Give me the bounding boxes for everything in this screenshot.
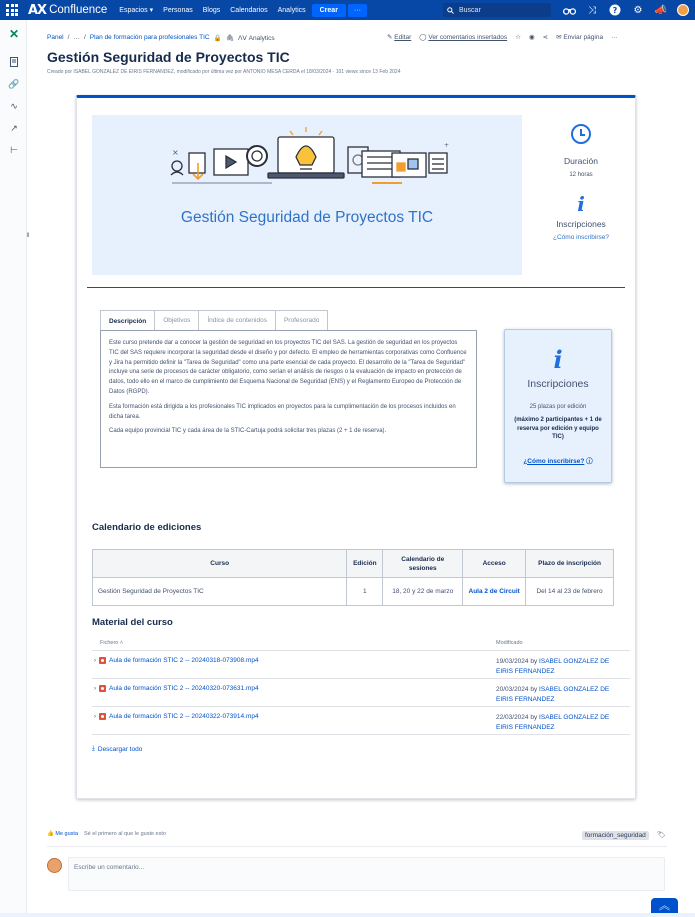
list-item[interactable] [92, 651, 630, 679]
editions-title: Calendario de ediciones [92, 522, 202, 533]
section-divider [87, 287, 625, 288]
table-cell: Gestión Seguridad de Proyectos TIC [93, 578, 347, 606]
file-name: Aula de formación STIC 2 -- 20240320-073631.mp4 [109, 685, 259, 692]
duration-label: Duración [563, 156, 599, 166]
lock-icon[interactable]: 🔒 [213, 35, 222, 42]
bottom-strip [0, 913, 695, 917]
app-switcher-icon[interactable] [6, 3, 20, 17]
tab-indice[interactable]: Índice de contenidos [198, 310, 276, 330]
watch-icon[interactable]: ◉ [528, 34, 535, 41]
download-all-link[interactable] [92, 745, 142, 753]
registration-link[interactable] [505, 456, 611, 465]
registration-link-label: ¿Cómo inscribirse? [523, 457, 585, 465]
help-icon[interactable] [608, 3, 622, 17]
file-name: Aula de formación STIC 2 -- 20240318-073908.mp4 [109, 657, 259, 664]
download-icon: ⤓ [92, 745, 95, 752]
file-modified [496, 713, 626, 733]
more-create-button[interactable]: ··· [348, 4, 367, 17]
video-file-icon [99, 657, 106, 664]
description-paragraph: Este curso pretende dar a conocer la gestión de seguridad en los proyectos TIC del SAS. La gestión de seguridad en los proyectos TIC del SAS requiere incorporar la seguridad desde el diseño y por defecto. El empleo de herramientas corporativas como Confluence y Jira ha permitido definir la "Tarea de Seguridad" como una parte esencial de cada proyecto. El desarrollo de la "Tarea de Seguridad" incluye una serie de procesos de carácter obligatorio, como serían el análisis de riesgos o la evaluación de impacto en protección de datos, todo ello en el marco de cumplimiento del Esquema Nacional de Seguridad (ENS) y el Reglamento Europeo de Protección de Datos (RGPD). [109, 340, 467, 395]
file-column-header[interactable] [100, 640, 123, 646]
thumbs-up-icon: 👍 [47, 831, 54, 837]
chevron-right-icon[interactable]: › [94, 685, 96, 692]
description-paragraph: Esta formación está dirigida a los profesionales TIC implicados en proyectos para la cumplimentación de los procesos incluidos en dicha tarea. [109, 403, 456, 420]
course-illustration [92, 123, 522, 203]
like-hint: Sé el primero al que le guste esto [84, 831, 166, 837]
table-row [93, 578, 614, 606]
binoculars-icon[interactable] [562, 3, 576, 17]
main-nav [119, 6, 305, 14]
share-icon[interactable]: ⋖ [542, 34, 549, 41]
pencil-icon: ✎ [387, 34, 393, 41]
registrations-label: Inscripciones [556, 219, 606, 229]
column-header: Edición [347, 550, 383, 578]
like-button[interactable] [47, 831, 78, 837]
page-actions [387, 33, 618, 41]
column-header: Calendario de sesiones [383, 550, 463, 578]
analytics-label: Analytics [248, 35, 275, 42]
tab-profesorado[interactable]: Profesorado [275, 310, 328, 330]
file-name: Aula de formación STIC 2 -- 20240322-073914.mp4 [109, 713, 259, 720]
gear-icon[interactable]: ⚙ [633, 4, 643, 16]
notifications-icon[interactable]: 📣 [654, 4, 668, 16]
breadcrumb-panel[interactable]: Panel [47, 34, 64, 41]
column-header: Curso [93, 550, 347, 578]
files-table-header [92, 637, 630, 651]
more-actions-icon[interactable]: ··· [611, 33, 618, 41]
info-icon: i [553, 345, 563, 374]
description-paragraph: Cada equipo provincial TIC y cada área de la STIC-Cartuja podrá solicitar tres plazas (2 + 1 de reserva). [109, 428, 387, 435]
external-link-icon[interactable]: ↗ [10, 122, 18, 133]
file-by: by [530, 714, 538, 721]
table-header-row [93, 550, 614, 578]
svg-text:?: ? [612, 6, 618, 15]
chevron-right-icon[interactable]: › [94, 657, 96, 664]
course-side-info [532, 115, 630, 241]
inline-comments-button[interactable] [419, 33, 507, 41]
scroll-to-top-icon[interactable]: ︽ [651, 898, 678, 914]
shuffle-icon[interactable]: ⤨ [588, 4, 596, 16]
logo-mark: AX [28, 2, 47, 18]
column-header: Plazo de inscripción [526, 550, 614, 578]
duration-value: 12 horas [569, 172, 593, 178]
breadcrumb-plan[interactable]: Plan de formación para profesionales TIC [89, 34, 210, 41]
video-file-icon [99, 713, 106, 720]
table-cell: 1 [347, 578, 383, 606]
attachment-icon[interactable]: 🖇 [225, 35, 234, 42]
star-icon[interactable]: ☆ [515, 34, 521, 41]
file-author-link[interactable]: ISABEL GONZALEZ DE EIRIS FERNANDEZ [496, 658, 610, 675]
registration-card-title: Inscripciones [527, 378, 589, 390]
list-item[interactable] [92, 679, 630, 707]
edit-label: Editar [394, 34, 412, 41]
logo-name: Confluence [49, 4, 108, 16]
description-panel [100, 330, 477, 468]
file-author-link[interactable]: ISABEL GONZALEZ DE EIRIS FERNANDEZ [496, 686, 610, 703]
like-section [47, 831, 166, 837]
analytics-link[interactable] [238, 34, 275, 42]
breadcrumb [47, 34, 275, 42]
label-tag[interactable]: formación_seguridad [582, 831, 649, 840]
access-link[interactable]: Aula 2 de Circuit [463, 578, 526, 606]
breadcrumb-separator: / [67, 34, 70, 41]
like-label: Me gusta [55, 831, 79, 837]
nav-calendarios[interactable]: Calendarios [230, 6, 268, 14]
page-title: Gestión Seguridad de Proyectos TIC [47, 49, 290, 65]
analytics-icon: ᐱᐯ [237, 35, 247, 42]
space-sidebar [0, 20, 30, 917]
registration-card [504, 329, 612, 483]
search-placeholder: Buscar [459, 6, 481, 14]
space-logo-icon[interactable]: ✕ [8, 27, 20, 41]
modified-column-header[interactable]: Modificado [496, 640, 523, 646]
file-modified [496, 685, 626, 705]
info-icon: i [577, 192, 585, 216]
top-navigation-bar [0, 0, 695, 20]
page-byline: Creado por ISABEL GONZALEZ DE EIRIS FERNANDEZ, modificado por última vez por ANTONIO MESA CERDA el 18/03/2024 · 101 views since 13 Feb 2024 [47, 69, 401, 75]
materials-title: Material del curso [92, 617, 173, 628]
file-link[interactable] [94, 685, 259, 692]
file-date: 22/03/2024 [496, 714, 529, 721]
breadcrumb-ellipsis[interactable]: … [73, 34, 80, 41]
video-file-icon [99, 685, 106, 692]
clock-icon [571, 124, 591, 144]
user-avatar[interactable] [677, 4, 689, 16]
file-author-link[interactable]: ISABEL GONZALEZ DE EIRIS FERNANDEZ [496, 714, 610, 731]
search-input[interactable] [443, 3, 551, 17]
course-banner [92, 115, 522, 275]
link-icon[interactable]: 🔗 [8, 78, 20, 89]
nav-espacios-label: Espacios [119, 6, 148, 14]
file-modified [496, 657, 626, 677]
download-all-label: Descargar todo [97, 745, 143, 753]
how-to-register-link[interactable]: ¿Cómo inscribirse? [553, 234, 609, 241]
info-circle-icon: ⓘ [586, 457, 593, 465]
comment-input[interactable]: Escribe un comentario... [68, 857, 665, 891]
column-header: Acceso [463, 550, 526, 578]
comment-icon: ◯ [419, 34, 427, 41]
course-card [76, 95, 636, 799]
nav-analytics[interactable]: Analytics [277, 6, 306, 14]
file-date: 20/03/2024 [496, 686, 529, 693]
tab-objetivos[interactable]: Objetivos [154, 310, 199, 330]
confluence-logo[interactable] [28, 3, 107, 18]
registration-places: 25 plazas por edición [529, 404, 587, 410]
tree-icon[interactable]: ⊢ [10, 144, 18, 155]
svg-text:×: × [172, 148, 179, 157]
top-icons [562, 3, 689, 17]
table-cell: 18, 20 y 22 de marzo [383, 578, 463, 606]
file-link[interactable] [94, 713, 259, 720]
activity-icon[interactable]: ∿ [10, 100, 18, 111]
chevron-down-icon: ▾ [149, 7, 154, 14]
avatar [47, 858, 62, 873]
tab-descripcion[interactable]: Descripción [100, 310, 155, 331]
send-page-label: Enviar página [563, 34, 604, 41]
tag-icon[interactable]: 🏷 [657, 832, 666, 839]
nav-personas[interactable]: Personas [163, 6, 193, 14]
mail-icon: ✉ [556, 34, 562, 41]
svg-text:+: + [444, 142, 450, 149]
edit-button[interactable] [387, 33, 411, 41]
pages-icon[interactable] [8, 56, 20, 68]
registration-note: (máximo 2 participantes + 1 de reserva por edición y equipo TIC) [514, 417, 602, 440]
file-column-label: Fichero [100, 640, 119, 646]
resize-handle-icon[interactable]: ‖ [26, 233, 30, 239]
chevron-right-icon[interactable]: › [94, 713, 96, 720]
sort-asc-icon: ˄ [119, 640, 124, 646]
nav-espacios[interactable] [119, 6, 153, 14]
file-by: by [530, 658, 538, 665]
banner-title: Gestión Seguridad de Proyectos TIC [180, 209, 434, 226]
breadcrumb-separator: / [83, 34, 86, 41]
search-icon [447, 7, 454, 14]
file-date: 19/03/2024 [496, 658, 529, 665]
file-link[interactable] [94, 657, 259, 664]
file-by: by [530, 686, 538, 693]
nav-blogs[interactable]: Blogs [202, 6, 221, 14]
editions-table [92, 549, 614, 606]
list-item[interactable] [92, 707, 630, 735]
table-cell: Del 14 al 23 de febrero [526, 578, 614, 606]
send-page-button[interactable] [556, 33, 603, 41]
footer-divider [47, 846, 667, 847]
inline-comments-label: Ver comentarios insertados [428, 34, 508, 41]
create-button[interactable]: Crear [312, 4, 346, 17]
course-tabs [100, 310, 327, 331]
